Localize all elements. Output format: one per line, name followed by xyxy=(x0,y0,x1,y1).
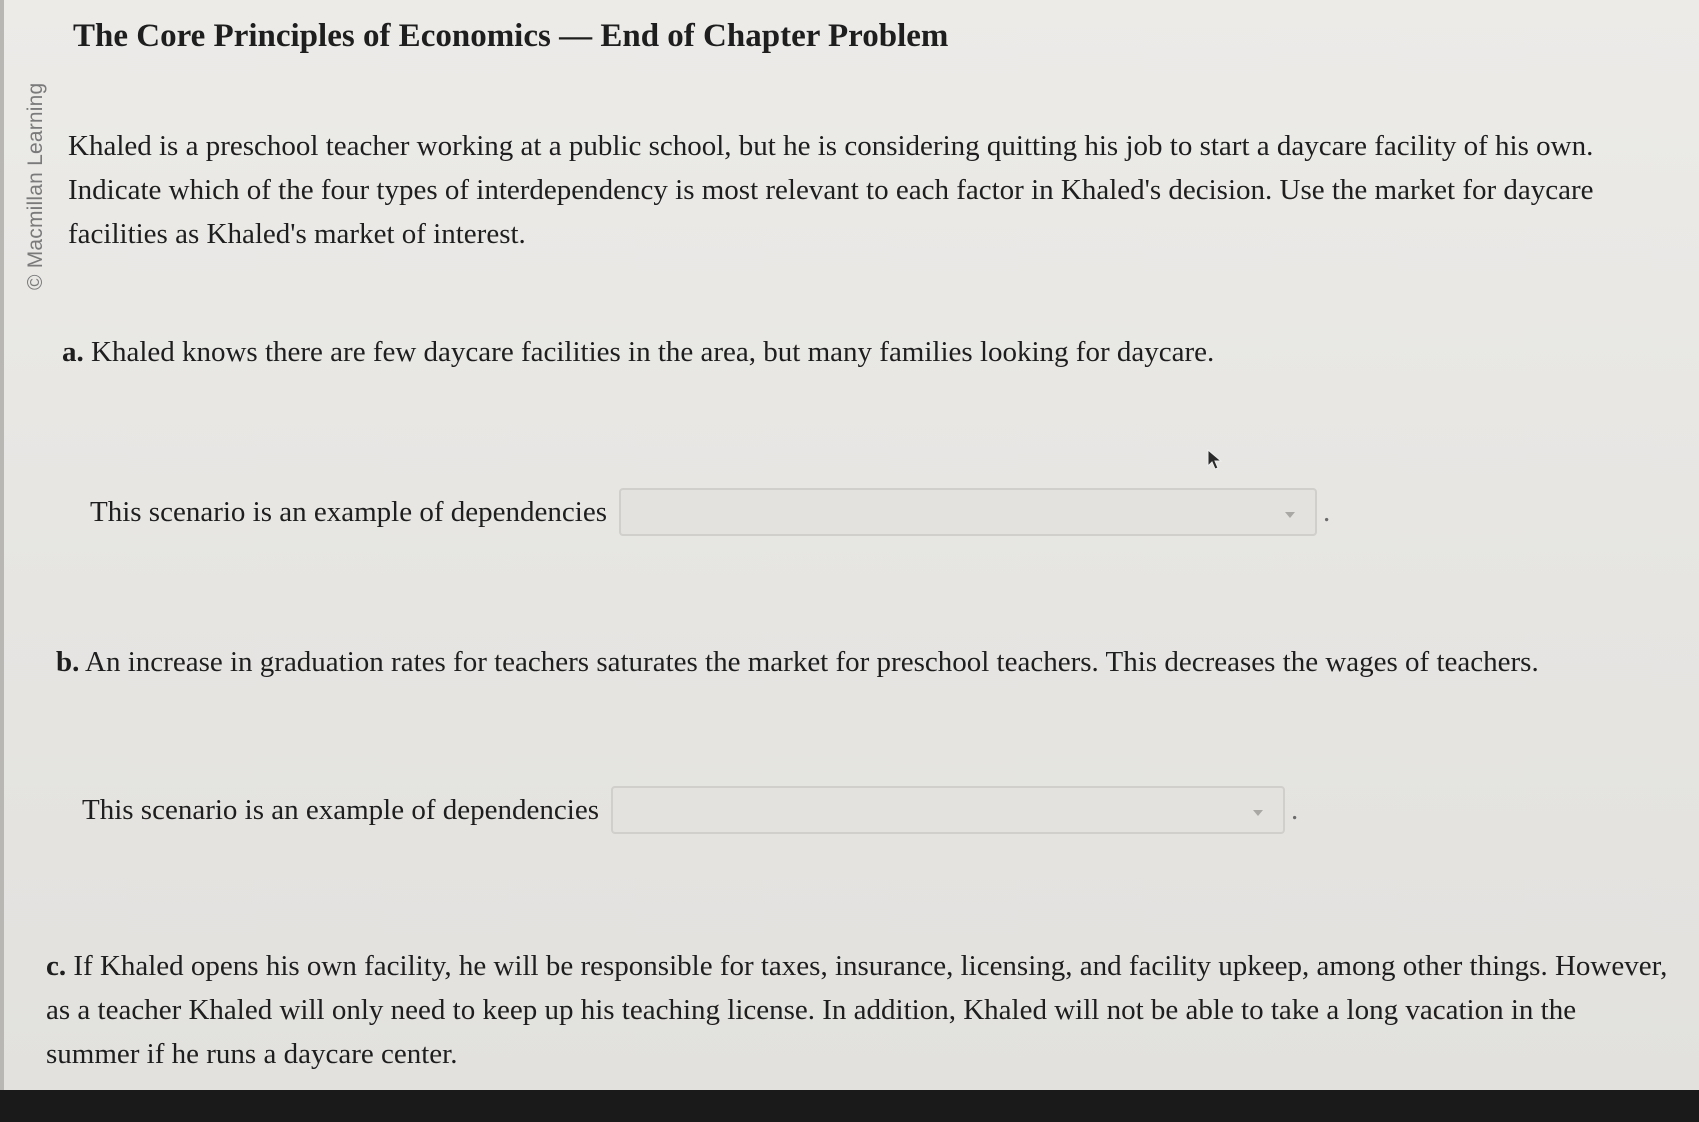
problem-intro: Khaled is a preschool teacher working at a public school, but he is considering quitting his job to start a daycare facility of his own. Indicate which of the four types of interdependency is most relevant to each factor in Khaled's decision. Use the market for daycare facilities as Khaled's market of interest. xyxy=(68,130,1594,250)
chevron-down-icon xyxy=(1253,810,1263,816)
left-edge-divider xyxy=(0,0,4,1090)
question-b xyxy=(56,640,1539,684)
answer-b-label: This scenario is an example of dependencies xyxy=(82,793,599,826)
copyright-notice: © Macmillan Learning xyxy=(24,82,47,290)
question-a-letter: a. xyxy=(62,336,84,368)
answer-a-label: This scenario is an example of dependencies xyxy=(90,495,607,528)
question-a-text: Khaled knows there are few daycare facilities in the area, but many families looking for daycare. xyxy=(91,336,1215,368)
answer-row-a xyxy=(90,488,1330,536)
question-c xyxy=(46,944,1676,1076)
chevron-down-icon xyxy=(1285,512,1295,518)
monitor-bezel xyxy=(0,1090,1699,1122)
answer-row-b xyxy=(82,786,1298,834)
question-b-text: An increase in graduation rates for teachers saturates the market for preschool teachers. This decreases the wages of teachers. xyxy=(85,646,1539,678)
answer-b-period: . xyxy=(1290,793,1299,826)
answer-a-period: . xyxy=(1322,495,1331,528)
dependency-select-b[interactable] xyxy=(611,786,1285,834)
question-c-text: If Khaled opens his own facility, he will be responsible for taxes, insurance, licensing, and facility upkeep, among other things. However, as a teacher Khaled will only need to keep up his teaching license. In addition, Khaled will not be able to take a long vacation in the summer if he runs a daycare center. xyxy=(46,950,1668,1070)
dependency-select-a[interactable] xyxy=(619,488,1317,536)
question-a xyxy=(62,330,1214,374)
page-title: The Core Principles of Economics — End of Chapter Problem xyxy=(73,18,949,54)
question-b-letter: b. xyxy=(56,646,80,678)
question-c-letter: c. xyxy=(46,950,67,982)
mouse-pointer-icon xyxy=(1206,448,1224,472)
